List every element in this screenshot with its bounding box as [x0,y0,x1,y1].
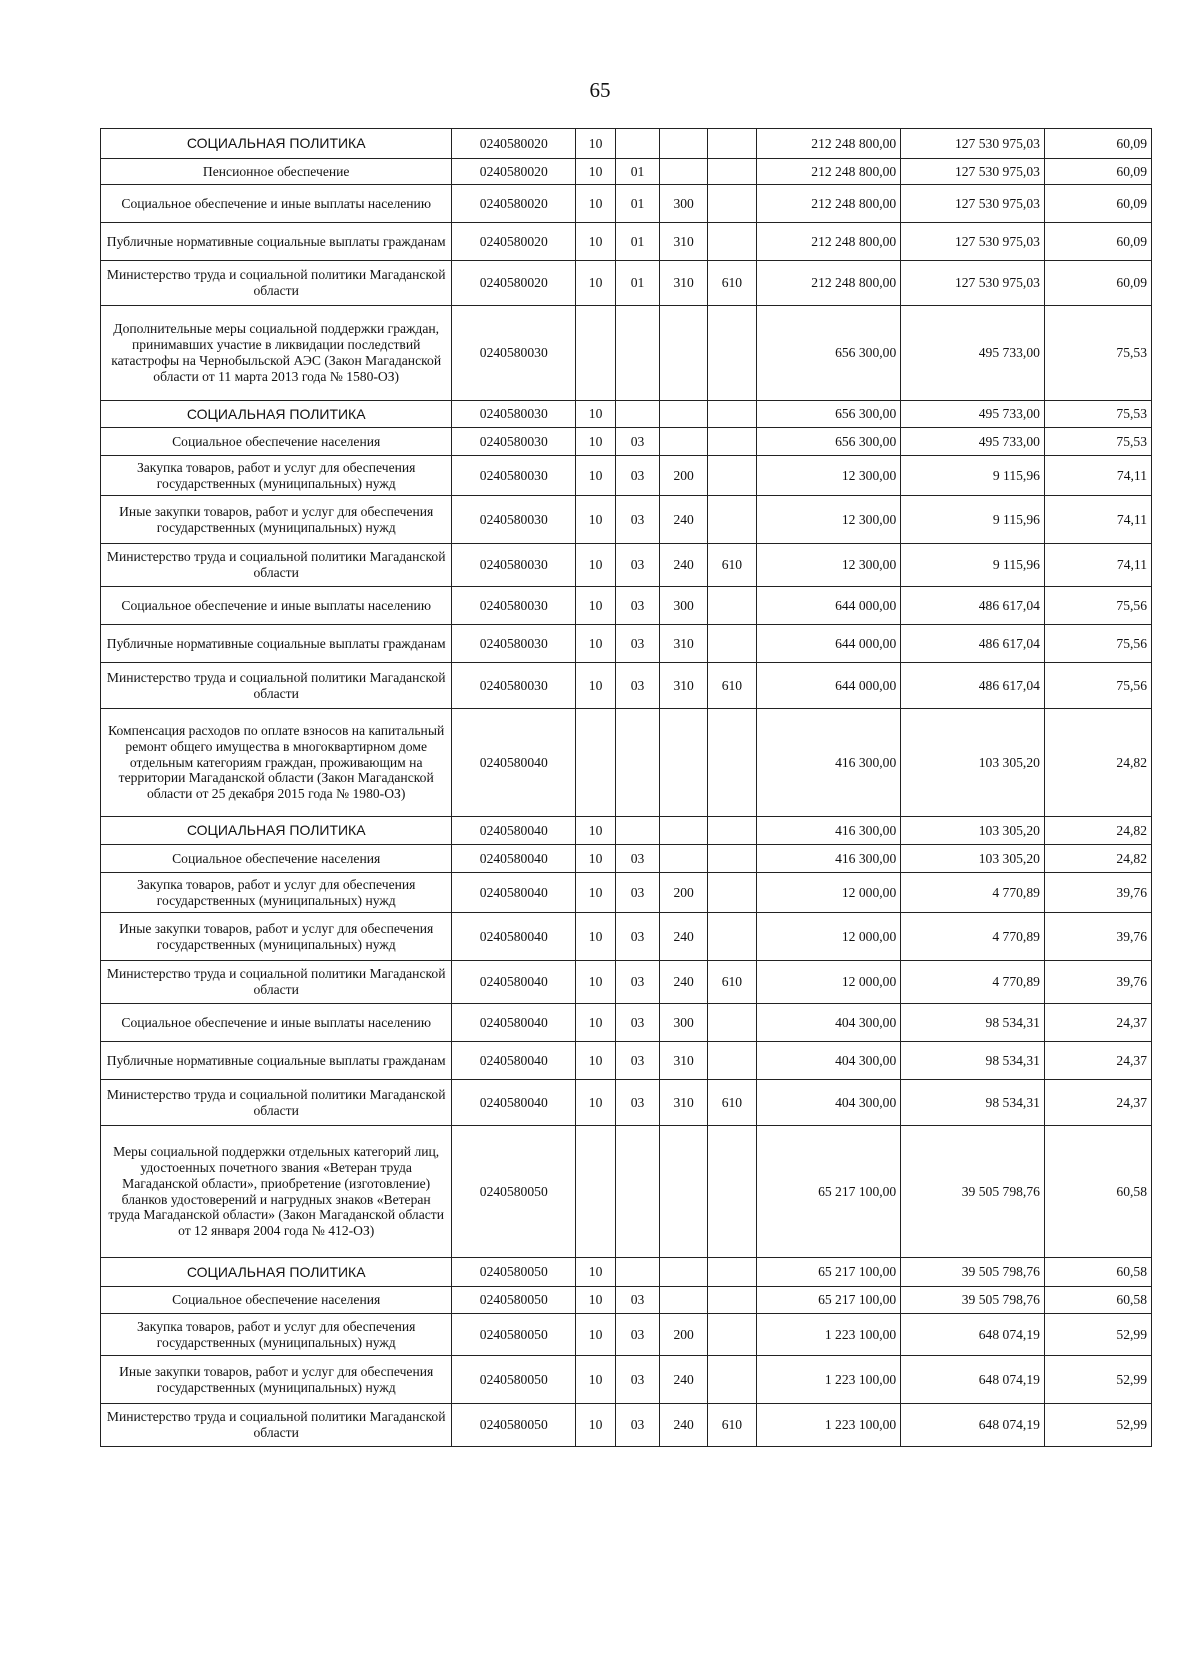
execution-percent-cell: 60,09 [1044,261,1151,306]
planned-amount-cell: 12 000,00 [756,961,901,1004]
subsection-code-cell: 03 [615,428,659,456]
department-code-cell [708,456,756,496]
executed-amount-cell: 127 530 975,03 [901,223,1045,261]
department-code-cell [708,587,756,625]
expense-type-code-cell: 300 [660,185,708,223]
table-row [101,961,1152,1004]
target-article-code-cell: 0240580020 [452,159,576,185]
executed-amount-cell: 103 305,20 [901,845,1045,873]
planned-amount-cell: 1 223 100,00 [756,1404,901,1447]
item-name-cell: Министерство труда и социальной политики Магаданской области [101,1404,452,1447]
item-name-cell: СОЦИАЛЬНАЯ ПОЛИТИКА [101,401,452,428]
execution-percent-cell: 75,56 [1044,587,1151,625]
subsection-code-cell: 03 [615,1004,659,1042]
expense-type-code-cell: 300 [660,1004,708,1042]
item-name-cell: СОЦИАЛЬНАЯ ПОЛИТИКА [101,817,452,845]
subsection-code-cell [615,129,659,159]
planned-amount-cell: 656 300,00 [756,306,901,401]
target-article-code-cell: 0240580040 [452,709,576,817]
item-name-cell: СОЦИАЛЬНАЯ ПОЛИТИКА [101,1258,452,1287]
execution-percent-cell: 60,58 [1044,1126,1151,1258]
expense-type-code-cell: 300 [660,587,708,625]
execution-percent-cell: 39,76 [1044,873,1151,913]
execution-percent-cell: 52,99 [1044,1356,1151,1404]
section-code-cell: 10 [576,1287,616,1314]
expense-type-code-cell [660,401,708,428]
expense-type-code-cell: 310 [660,625,708,663]
executed-amount-cell: 39 505 798,76 [901,1287,1045,1314]
subsection-code-cell [615,1258,659,1287]
item-name-cell: Иные закупки товаров, работ и услуг для обеспечения государственных (муниципальных) нужд [101,913,452,961]
planned-amount-cell: 212 248 800,00 [756,159,901,185]
subsection-code-cell: 01 [615,261,659,306]
execution-percent-cell: 74,11 [1044,544,1151,587]
target-article-code-cell: 0240580050 [452,1404,576,1447]
target-article-code-cell: 0240580040 [452,1042,576,1080]
expense-type-code-cell [660,709,708,817]
subsection-code-cell: 01 [615,185,659,223]
executed-amount-cell: 495 733,00 [901,306,1045,401]
item-name-cell: Социальное обеспечение населения [101,428,452,456]
planned-amount-cell: 12 300,00 [756,544,901,587]
executed-amount-cell: 648 074,19 [901,1404,1045,1447]
subsection-code-cell: 01 [615,223,659,261]
section-code-cell [576,1126,616,1258]
expense-type-code-cell [660,817,708,845]
execution-percent-cell: 24,82 [1044,845,1151,873]
target-article-code-cell: 0240580030 [452,496,576,544]
executed-amount-cell: 98 534,31 [901,1080,1045,1126]
planned-amount-cell: 644 000,00 [756,625,901,663]
section-code-cell: 10 [576,261,616,306]
executed-amount-cell: 4 770,89 [901,873,1045,913]
department-code-cell [708,496,756,544]
department-code-cell: 610 [708,1080,756,1126]
table-row [101,817,1152,845]
expense-type-code-cell: 240 [660,544,708,587]
item-name-cell: Социальное обеспечение и иные выплаты населению [101,1004,452,1042]
item-name-cell: Министерство труда и социальной политики Магаданской области [101,663,452,709]
table-row [101,261,1152,306]
planned-amount-cell: 416 300,00 [756,845,901,873]
executed-amount-cell: 495 733,00 [901,428,1045,456]
planned-amount-cell: 212 248 800,00 [756,261,901,306]
target-article-code-cell: 0240580030 [452,587,576,625]
section-code-cell: 10 [576,961,616,1004]
department-code-cell [708,401,756,428]
section-code-cell: 10 [576,223,616,261]
target-article-code-cell: 0240580040 [452,913,576,961]
target-article-code-cell: 0240580040 [452,817,576,845]
table-row [101,428,1152,456]
table-row [101,913,1152,961]
target-article-code-cell: 0240580020 [452,261,576,306]
subsection-code-cell: 03 [615,873,659,913]
target-article-code-cell: 0240580020 [452,185,576,223]
department-code-cell: 610 [708,261,756,306]
target-article-code-cell: 0240580050 [452,1126,576,1258]
planned-amount-cell: 12 000,00 [756,873,901,913]
section-code-cell: 10 [576,1042,616,1080]
execution-percent-cell: 60,58 [1044,1287,1151,1314]
subsection-code-cell: 03 [615,496,659,544]
execution-percent-cell: 60,09 [1044,223,1151,261]
executed-amount-cell: 39 505 798,76 [901,1126,1045,1258]
target-article-code-cell: 0240580030 [452,306,576,401]
department-code-cell [708,1126,756,1258]
subsection-code-cell: 01 [615,159,659,185]
item-name-cell: Социальное обеспечение населения [101,1287,452,1314]
execution-percent-cell: 52,99 [1044,1314,1151,1356]
section-code-cell: 10 [576,428,616,456]
executed-amount-cell: 127 530 975,03 [901,129,1045,159]
section-code-cell: 10 [576,401,616,428]
section-code-cell: 10 [576,913,616,961]
table-row [101,1004,1152,1042]
item-name-cell: Публичные нормативные социальные выплаты гражданам [101,1042,452,1080]
planned-amount-cell: 12 300,00 [756,456,901,496]
planned-amount-cell: 212 248 800,00 [756,129,901,159]
execution-percent-cell: 52,99 [1044,1404,1151,1447]
table-row [101,456,1152,496]
department-code-cell [708,159,756,185]
execution-percent-cell: 39,76 [1044,961,1151,1004]
subsection-code-cell: 03 [615,961,659,1004]
target-article-code-cell: 0240580040 [452,1004,576,1042]
subsection-code-cell [615,709,659,817]
expense-type-code-cell: 310 [660,1080,708,1126]
execution-percent-cell: 60,58 [1044,1258,1151,1287]
target-article-code-cell: 0240580050 [452,1314,576,1356]
table-row [101,496,1152,544]
item-name-cell: Закупка товаров, работ и услуг для обеспечения государственных (муниципальных) нужд [101,1314,452,1356]
expense-type-code-cell [660,845,708,873]
item-name-cell: Публичные нормативные социальные выплаты гражданам [101,625,452,663]
subsection-code-cell: 03 [615,913,659,961]
planned-amount-cell: 416 300,00 [756,709,901,817]
item-name-cell: Министерство труда и социальной политики Магаданской области [101,544,452,587]
section-code-cell: 10 [576,625,616,663]
target-article-code-cell: 0240580030 [452,456,576,496]
planned-amount-cell: 12 300,00 [756,496,901,544]
expense-type-code-cell: 240 [660,1404,708,1447]
department-code-cell [708,1004,756,1042]
execution-percent-cell: 60,09 [1044,159,1151,185]
department-code-cell [708,1314,756,1356]
table-row [101,1080,1152,1126]
section-code-cell: 10 [576,873,616,913]
department-code-cell: 610 [708,961,756,1004]
table-row [101,129,1152,159]
department-code-cell [708,873,756,913]
section-code-cell: 10 [576,663,616,709]
table-row [101,223,1152,261]
table-row [101,709,1152,817]
expense-type-code-cell: 240 [660,913,708,961]
target-article-code-cell: 0240580050 [452,1258,576,1287]
department-code-cell [708,428,756,456]
department-code-cell [708,625,756,663]
department-code-cell [708,709,756,817]
section-code-cell: 10 [576,544,616,587]
expense-type-code-cell: 310 [660,223,708,261]
executed-amount-cell: 9 115,96 [901,456,1045,496]
executed-amount-cell: 9 115,96 [901,496,1045,544]
executed-amount-cell: 127 530 975,03 [901,261,1045,306]
department-code-cell [708,1042,756,1080]
executed-amount-cell: 9 115,96 [901,544,1045,587]
executed-amount-cell: 98 534,31 [901,1042,1045,1080]
item-name-cell: Социальное обеспечение и иные выплаты населению [101,185,452,223]
table-row [101,1258,1152,1287]
execution-percent-cell: 60,09 [1044,129,1151,159]
subsection-code-cell: 03 [615,456,659,496]
subsection-code-cell: 03 [615,625,659,663]
department-code-cell [708,185,756,223]
item-name-cell: Публичные нормативные социальные выплаты гражданам [101,223,452,261]
department-code-cell [708,1356,756,1404]
expense-type-code-cell: 310 [660,261,708,306]
target-article-code-cell: 0240580030 [452,663,576,709]
section-code-cell: 10 [576,1404,616,1447]
item-name-cell: СОЦИАЛЬНАЯ ПОЛИТИКА [101,129,452,159]
expense-type-code-cell [660,159,708,185]
subsection-code-cell: 03 [615,845,659,873]
planned-amount-cell: 1 223 100,00 [756,1356,901,1404]
table-row [101,185,1152,223]
expense-type-code-cell: 240 [660,1356,708,1404]
subsection-code-cell: 03 [615,1404,659,1447]
section-code-cell: 10 [576,496,616,544]
item-name-cell: Дополнительные меры социальной поддержки граждан, принимавших участие в ликвидации последствий катастрофы на Чернобыльской АЭС (Закон Магаданской области от 11 марта 2013 года № 1580-ОЗ) [101,306,452,401]
table-row [101,1404,1152,1447]
planned-amount-cell: 65 217 100,00 [756,1287,901,1314]
planned-amount-cell: 404 300,00 [756,1080,901,1126]
item-name-cell: Министерство труда и социальной политики Магаданской области [101,1080,452,1126]
section-code-cell: 10 [576,129,616,159]
subsection-code-cell [615,817,659,845]
target-article-code-cell: 0240580020 [452,223,576,261]
table-row [101,1314,1152,1356]
expense-type-code-cell: 240 [660,496,708,544]
execution-percent-cell: 24,37 [1044,1004,1151,1042]
department-code-cell [708,306,756,401]
executed-amount-cell: 103 305,20 [901,709,1045,817]
planned-amount-cell: 12 000,00 [756,913,901,961]
item-name-cell: Министерство труда и социальной политики Магаданской области [101,961,452,1004]
department-code-cell: 610 [708,544,756,587]
executed-amount-cell: 4 770,89 [901,961,1045,1004]
target-article-code-cell: 0240580050 [452,1356,576,1404]
planned-amount-cell: 1 223 100,00 [756,1314,901,1356]
subsection-code-cell: 03 [615,663,659,709]
expense-type-code-cell: 310 [660,1042,708,1080]
planned-amount-cell: 644 000,00 [756,663,901,709]
subsection-code-cell: 03 [615,1356,659,1404]
subsection-code-cell: 03 [615,1080,659,1126]
section-code-cell: 10 [576,1004,616,1042]
subsection-code-cell: 03 [615,1042,659,1080]
department-code-cell [708,129,756,159]
subsection-code-cell [615,306,659,401]
planned-amount-cell: 212 248 800,00 [756,223,901,261]
target-article-code-cell: 0240580040 [452,845,576,873]
table-row [101,401,1152,428]
target-article-code-cell: 0240580040 [452,1080,576,1126]
execution-percent-cell: 24,82 [1044,709,1151,817]
target-article-code-cell: 0240580040 [452,873,576,913]
section-code-cell: 10 [576,817,616,845]
target-article-code-cell: 0240580050 [452,1287,576,1314]
item-name-cell: Меры социальной поддержки отдельных категорий лиц, удостоенных почетного звания «Ветеран труда Магаданской области», приобретение (изготовление) бланков удостоверений и нагрудных знаков «Ветеран труда Магаданской области» (Закон Магаданской области от 12 января 2004 года № 412-ОЗ) [101,1126,452,1258]
department-code-cell [708,817,756,845]
expense-type-code-cell [660,306,708,401]
section-code-cell [576,709,616,817]
executed-amount-cell: 127 530 975,03 [901,159,1045,185]
expense-type-code-cell: 200 [660,873,708,913]
target-article-code-cell: 0240580020 [452,129,576,159]
subsection-code-cell: 03 [615,544,659,587]
item-name-cell: Иные закупки товаров, работ и услуг для обеспечения государственных (муниципальных) нужд [101,1356,452,1404]
page-number: 65 [589,78,611,102]
item-name-cell: Иные закупки товаров, работ и услуг для обеспечения государственных (муниципальных) нужд [101,496,452,544]
target-article-code-cell: 0240580030 [452,544,576,587]
item-name-cell: Социальное обеспечение и иные выплаты населению [101,587,452,625]
target-article-code-cell: 0240580030 [452,428,576,456]
department-code-cell: 610 [708,663,756,709]
execution-percent-cell: 75,53 [1044,401,1151,428]
department-code-cell [708,845,756,873]
planned-amount-cell: 404 300,00 [756,1042,901,1080]
planned-amount-cell: 644 000,00 [756,587,901,625]
expense-type-code-cell [660,428,708,456]
execution-percent-cell: 24,37 [1044,1080,1151,1126]
target-article-code-cell: 0240580030 [452,625,576,663]
executed-amount-cell: 39 505 798,76 [901,1258,1045,1287]
executed-amount-cell: 648 074,19 [901,1356,1045,1404]
expense-type-code-cell: 200 [660,456,708,496]
executed-amount-cell: 98 534,31 [901,1004,1045,1042]
department-code-cell [708,223,756,261]
table-row [101,159,1152,185]
planned-amount-cell: 65 217 100,00 [756,1258,901,1287]
table-row [101,625,1152,663]
executed-amount-cell: 495 733,00 [901,401,1045,428]
item-name-cell: Закупка товаров, работ и услуг для обеспечения государственных (муниципальных) нужд [101,456,452,496]
table-row [101,1126,1152,1258]
planned-amount-cell: 416 300,00 [756,817,901,845]
section-code-cell: 10 [576,587,616,625]
table-row [101,663,1152,709]
planned-amount-cell: 656 300,00 [756,428,901,456]
execution-percent-cell: 75,56 [1044,625,1151,663]
table-row [101,1287,1152,1314]
table-row [101,873,1152,913]
expense-type-code-cell: 310 [660,663,708,709]
section-code-cell: 10 [576,159,616,185]
execution-percent-cell: 74,11 [1044,456,1151,496]
expense-type-code-cell [660,1258,708,1287]
subsection-code-cell: 03 [615,587,659,625]
planned-amount-cell: 65 217 100,00 [756,1126,901,1258]
executed-amount-cell: 486 617,04 [901,663,1045,709]
section-code-cell: 10 [576,185,616,223]
subsection-code-cell: 03 [615,1287,659,1314]
item-name-cell: Компенсация расходов по оплате взносов на капитальный ремонт общего имущества в многоквартирном доме отдельным категориям граждан, проживающим на территории Магаданской области (Закон Магаданской области от 25 декабря 2015 года № 1980-ОЗ) [101,709,452,817]
planned-amount-cell: 404 300,00 [756,1004,901,1042]
section-code-cell: 10 [576,1258,616,1287]
item-name-cell: Министерство труда и социальной политики Магаданской области [101,261,452,306]
expense-type-code-cell [660,1287,708,1314]
execution-percent-cell: 24,37 [1044,1042,1151,1080]
section-code-cell: 10 [576,1356,616,1404]
execution-percent-cell: 75,53 [1044,428,1151,456]
table-row [101,306,1152,401]
table-row [101,845,1152,873]
section-code-cell: 10 [576,1314,616,1356]
section-code-cell: 10 [576,1080,616,1126]
subsection-code-cell: 03 [615,1314,659,1356]
item-name-cell: Пенсионное обеспечение [101,159,452,185]
expense-type-code-cell: 240 [660,961,708,1004]
table-row [101,1356,1152,1404]
executed-amount-cell: 127 530 975,03 [901,185,1045,223]
expense-type-code-cell [660,129,708,159]
execution-percent-cell: 39,76 [1044,913,1151,961]
target-article-code-cell: 0240580030 [452,401,576,428]
table-row [101,587,1152,625]
planned-amount-cell: 212 248 800,00 [756,185,901,223]
execution-percent-cell: 74,11 [1044,496,1151,544]
execution-percent-cell: 60,09 [1044,185,1151,223]
table-row [101,1042,1152,1080]
executed-amount-cell: 486 617,04 [901,587,1045,625]
executed-amount-cell: 4 770,89 [901,913,1045,961]
execution-percent-cell: 75,53 [1044,306,1151,401]
subsection-code-cell [615,1126,659,1258]
department-code-cell [708,913,756,961]
section-code-cell [576,306,616,401]
execution-percent-cell: 24,82 [1044,817,1151,845]
expense-type-code-cell [660,1126,708,1258]
budget-execution-table [100,128,1152,1447]
item-name-cell: Закупка товаров, работ и услуг для обеспечения государственных (муниципальных) нужд [101,873,452,913]
expense-type-code-cell: 200 [660,1314,708,1356]
table-body [101,129,1152,1447]
table-row [101,544,1152,587]
section-code-cell: 10 [576,845,616,873]
planned-amount-cell: 656 300,00 [756,401,901,428]
department-code-cell [708,1258,756,1287]
item-name-cell: Социальное обеспечение населения [101,845,452,873]
execution-percent-cell: 75,56 [1044,663,1151,709]
department-code-cell [708,1287,756,1314]
department-code-cell: 610 [708,1404,756,1447]
subsection-code-cell [615,401,659,428]
executed-amount-cell: 486 617,04 [901,625,1045,663]
section-code-cell: 10 [576,456,616,496]
executed-amount-cell: 648 074,19 [901,1314,1045,1356]
target-article-code-cell: 0240580040 [452,961,576,1004]
executed-amount-cell: 103 305,20 [901,817,1045,845]
